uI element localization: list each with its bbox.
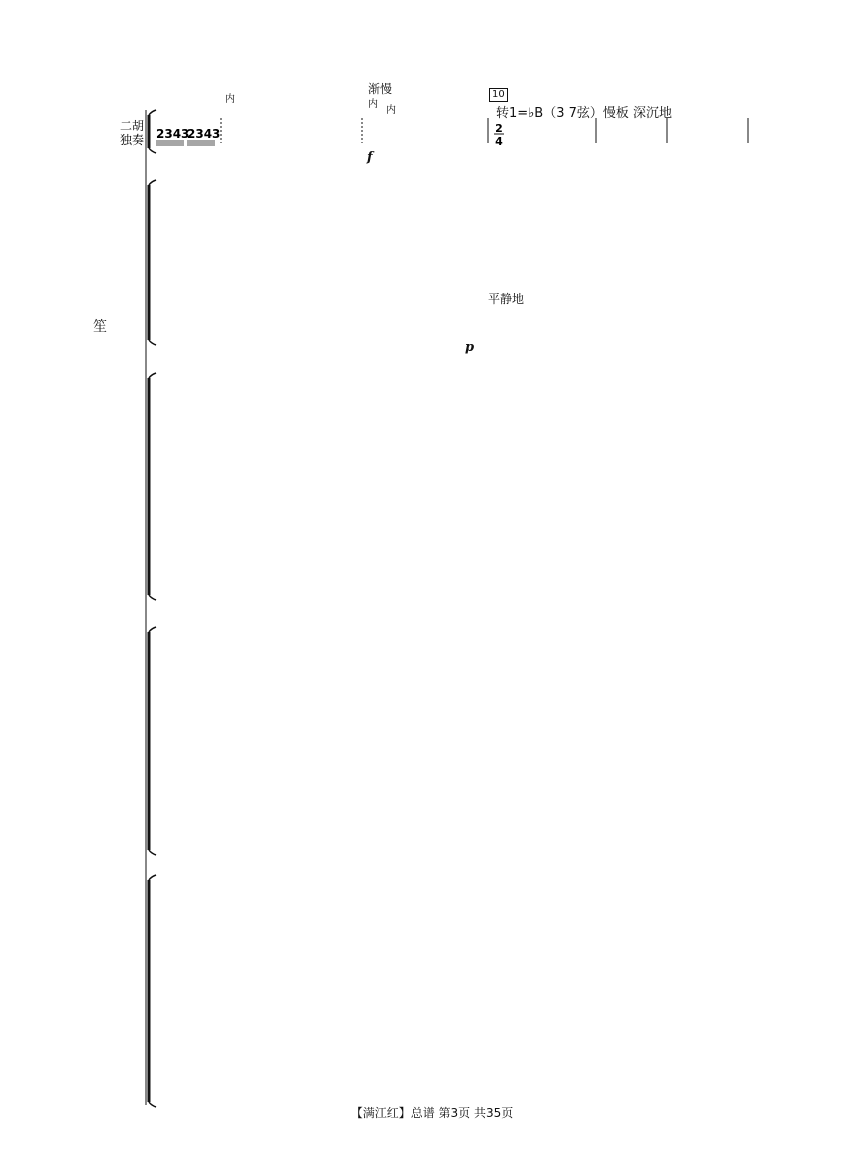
note-group: 2343 — [156, 127, 190, 141]
bracket-hook-top — [149, 180, 156, 185]
group-bracket-5 — [149, 875, 156, 1107]
bracket-hook-bottom — [149, 595, 156, 600]
direction-nei-2: 内 — [368, 99, 378, 110]
sheng-group-label: 笙 — [93, 319, 107, 335]
direction-nei-1: 内 — [225, 94, 235, 105]
dynamic-p: p — [465, 340, 475, 355]
direction-nei-3: 内 — [386, 105, 396, 116]
group-bracket-4 — [149, 627, 156, 855]
system-brackets — [146, 110, 156, 1107]
bracket-hook-bottom — [149, 148, 156, 153]
time-signature-top: 2 — [495, 122, 503, 135]
page-footer: 【满江红】总谱 第3页 共35页 — [350, 1106, 514, 1120]
staves — [120, 118, 748, 148]
bracket-hook-top — [149, 373, 156, 378]
bracket-hook-top — [149, 875, 156, 880]
staff-erhu-solo — [120, 118, 748, 148]
bracket-hook-bottom — [149, 340, 156, 345]
group-bracket-2 — [149, 180, 156, 345]
bracket-hook-bottom — [149, 850, 156, 855]
instrument-label: 二胡 — [119, 119, 144, 133]
dynamic-f: f — [367, 150, 373, 165]
bracket-hook-top — [149, 110, 156, 115]
note-group: 2343 — [187, 127, 221, 141]
instrument-label: 独奏 — [119, 133, 144, 147]
rehearsal-mark: 10 — [489, 88, 508, 102]
tempo-jianman: 渐慢 — [368, 82, 393, 96]
group-bracket-1 — [149, 110, 156, 153]
expression-pingjing: 平静地 — [488, 292, 525, 306]
group-bracket-3 — [149, 373, 156, 600]
modulation-direction: 转1=♭B（3 7弦）慢板 深沉地 — [496, 106, 673, 121]
bracket-hook-top — [149, 627, 156, 632]
time-signature-bottom: 4 — [495, 135, 503, 148]
